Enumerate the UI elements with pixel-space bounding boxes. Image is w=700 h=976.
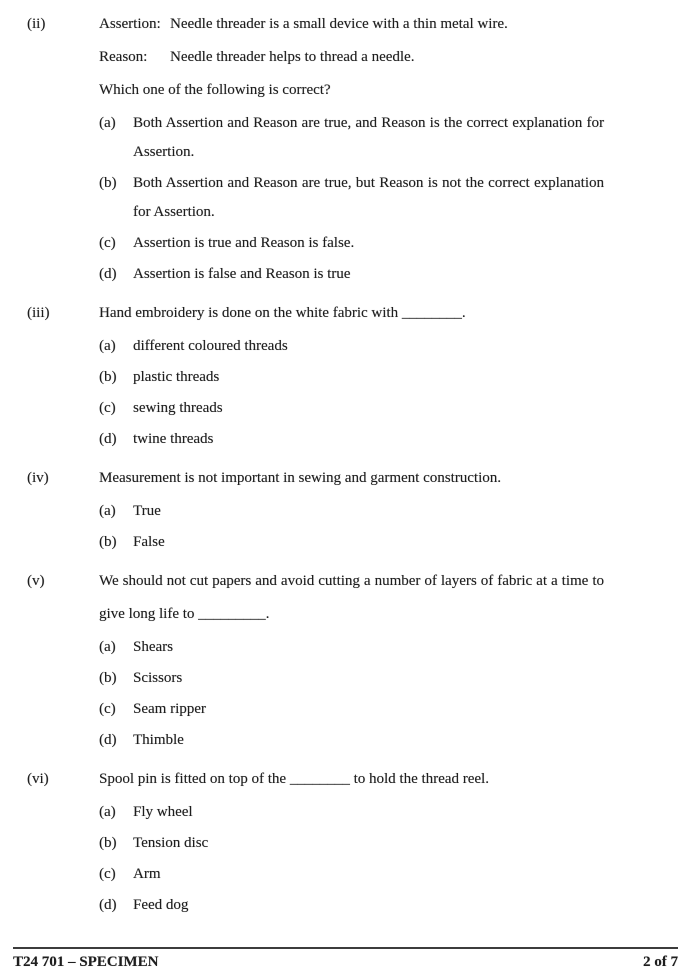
option-text: Both Assertion and Reason are true, and Reason is the correct explanation for Assertion.	[133, 115, 604, 160]
question-prompt: Hand embroidery is done on the white fabric with ________.	[99, 305, 466, 321]
option-letter: (a)	[99, 503, 116, 519]
option-text: Assertion is true and Reason is false.	[133, 235, 355, 251]
option-text: twine threads	[133, 431, 214, 447]
option-letter: (b)	[99, 835, 117, 851]
option-b	[99, 664, 604, 693]
question-prompt: We should not cut papers and avoid cutting a number of layers of fabric at a time to give long life to _________.	[99, 573, 604, 622]
option-b	[99, 528, 604, 557]
option-a	[99, 798, 604, 827]
assertion-text: Needle threader is a small device with a thin metal wire.	[170, 16, 508, 32]
option-a	[99, 633, 604, 662]
option-c	[99, 394, 604, 423]
option-letter: (d)	[99, 897, 117, 913]
option-letter: (c)	[99, 866, 116, 882]
option-letter: (d)	[99, 266, 117, 282]
option-letter: (b)	[99, 534, 117, 550]
option-b	[99, 829, 604, 858]
option-letter: (a)	[99, 338, 116, 354]
option-letter: (c)	[99, 701, 116, 717]
assertion-label: Assertion:	[99, 16, 161, 32]
option-c	[99, 695, 604, 724]
option-d	[99, 260, 604, 289]
option-d	[99, 726, 604, 755]
question-ii	[27, 8, 604, 289]
option-a	[99, 332, 604, 361]
option-letter: (b)	[99, 369, 117, 385]
option-text: Tension disc	[133, 835, 209, 851]
option-a	[99, 109, 604, 167]
option-letter: (a)	[99, 804, 116, 820]
footer-page-number: 2 of 7	[643, 954, 678, 970]
option-text: Shears	[133, 639, 173, 655]
option-d	[99, 891, 604, 920]
option-letter: (a)	[99, 115, 116, 131]
option-text: True	[133, 503, 161, 519]
reason-line	[99, 41, 604, 74]
option-text: plastic threads	[133, 369, 220, 385]
question-body	[99, 565, 604, 755]
option-letter: (c)	[99, 235, 116, 251]
option-letter: (d)	[99, 431, 117, 447]
option-text: Both Assertion and Reason are true, but Reason is not the correct explanation for Assertion.	[133, 175, 604, 220]
option-letter: (b)	[99, 175, 117, 191]
option-text: Assertion is false and Reason is true	[133, 266, 351, 282]
question-iv	[27, 462, 604, 557]
option-b	[99, 363, 604, 392]
question-prompt: Spool pin is fitted on top of the ________ to hold the thread reel.	[99, 771, 489, 787]
option-c	[99, 860, 604, 889]
question-body	[99, 462, 604, 557]
page-footer	[13, 947, 678, 971]
assertion-line	[99, 8, 604, 41]
question-body	[99, 297, 604, 454]
question-body	[99, 763, 604, 920]
option-d	[99, 425, 604, 454]
question-body	[99, 8, 604, 289]
reason-text: Needle threader helps to thread a needle.	[170, 49, 415, 65]
option-b	[99, 169, 604, 227]
question-number: (iv)	[27, 470, 49, 486]
reason-label: Reason:	[99, 49, 148, 65]
option-letter: (c)	[99, 400, 116, 416]
option-text: sewing threads	[133, 400, 223, 416]
question-iii	[27, 297, 604, 454]
option-text: different coloured threads	[133, 338, 288, 354]
question-prompt: Which one of the following is correct?	[99, 82, 331, 98]
option-text: Seam ripper	[133, 701, 206, 717]
question-number: (iii)	[27, 305, 50, 321]
question-vi	[27, 763, 604, 920]
option-text: Scissors	[133, 670, 183, 686]
option-text: False	[133, 534, 165, 550]
option-letter: (d)	[99, 732, 117, 748]
option-text: Arm	[133, 866, 161, 882]
question-number: (ii)	[27, 16, 46, 32]
option-letter: (b)	[99, 670, 117, 686]
footer-paper-code: T24 701 – SPECIMEN	[13, 954, 159, 970]
option-a	[99, 497, 604, 526]
question-number: (vi)	[27, 771, 49, 787]
question-v	[27, 565, 604, 755]
question-prompt: Measurement is not important in sewing and garment construction.	[99, 470, 501, 486]
option-c	[99, 229, 604, 258]
option-text: Feed dog	[133, 897, 189, 913]
option-text: Fly wheel	[133, 804, 193, 820]
question-number: (v)	[27, 573, 45, 589]
option-letter: (a)	[99, 639, 116, 655]
option-text: Thimble	[133, 732, 184, 748]
